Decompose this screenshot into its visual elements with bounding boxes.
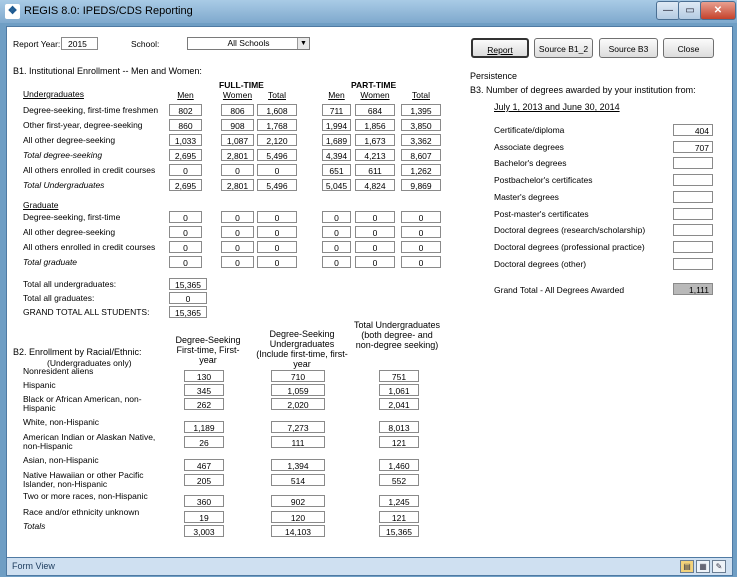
b3-row-label: Post-master's certificates <box>494 208 589 219</box>
b2-cell[interactable]: 15,365 <box>379 525 419 537</box>
grad_rows-cell[interactable]: 0 <box>355 211 395 223</box>
grad_rows-cell[interactable]: 0 <box>355 226 395 238</box>
b2-cell[interactable]: 467 <box>184 459 224 471</box>
part-time-header: PART-TIME <box>351 80 397 90</box>
b3-row-label: Doctoral degrees (professional practice) <box>494 241 645 252</box>
total-label: GRAND TOTAL ALL STUDENTS: <box>23 307 150 317</box>
ug_rows-cell[interactable]: 4,213 <box>355 149 395 161</box>
grad_rows-cell[interactable]: 0 <box>401 241 441 253</box>
b2-row-label: American Indian or Alaskan Native, non-Hispanic <box>23 432 156 451</box>
grad_rows-cell[interactable]: 0 <box>401 226 441 238</box>
b3-value-input[interactable]: 707 <box>673 141 713 153</box>
b2-cell[interactable]: 205 <box>184 474 224 486</box>
grad_rows-row-label: Degree-seeking, first-time <box>23 212 121 222</box>
persistence-label: Persistence <box>470 71 518 81</box>
total-value[interactable]: 15,365 <box>169 278 207 290</box>
ug_rows-cell[interactable]: 1,033 <box>169 134 202 146</box>
b3-value-input[interactable] <box>673 258 713 270</box>
ug_rows-cell[interactable]: 0 <box>257 164 297 176</box>
ug_rows-cell[interactable]: 684 <box>355 104 395 116</box>
ug_rows-cell[interactable]: 2,801 <box>221 149 254 161</box>
grad_rows-cell[interactable]: 0 <box>221 256 254 268</box>
b3-grand-total-label: Grand Total - All Degrees Awarded <box>494 285 625 295</box>
b2-cell[interactable]: 3,003 <box>184 525 224 537</box>
b2-cell[interactable]: 345 <box>184 384 224 396</box>
b2-cell[interactable]: 2,041 <box>379 398 419 410</box>
ug_rows-cell[interactable]: 1,673 <box>355 134 395 146</box>
grad_rows-cell[interactable]: 0 <box>401 211 441 223</box>
b1-col-men-pt: Men <box>328 90 345 100</box>
grad_rows-cell[interactable]: 0 <box>169 256 202 268</box>
ug_rows-row-label: Other first-year, degree-seeking <box>23 120 143 130</box>
grad_rows-cell[interactable]: 0 <box>221 226 254 238</box>
b2-row-label: Asian, non-Hispanic <box>23 455 99 465</box>
b1-title: B1. Institutional Enrollment -- Men and Women: <box>13 66 202 76</box>
b2-cell[interactable]: 8,013 <box>379 421 419 433</box>
full-time-header: FULL-TIME <box>219 80 264 90</box>
b3-value-input[interactable] <box>673 241 713 253</box>
b2-row-label: Two or more races, non-Hispanic <box>23 491 148 501</box>
b2-col2-header: Degree-Seeking Undergraduates (Include first-time, first-year <box>256 329 348 369</box>
grad_rows-cell[interactable]: 0 <box>322 211 351 223</box>
total-label: Total all undergraduates: <box>23 279 117 289</box>
ug_rows-row-label: All other degree-seeking <box>23 135 116 145</box>
ug_rows-cell[interactable]: 1,395 <box>401 104 441 116</box>
b2-cell[interactable]: 2,020 <box>271 398 325 410</box>
b3-value-input[interactable] <box>673 174 713 186</box>
b3-grand-total-value: 1,111 <box>673 283 713 295</box>
b1-col-total-ft: Total <box>268 90 286 100</box>
b3-title: B3. Number of degrees awarded by your institution from: <box>470 85 696 95</box>
status-label: Form View <box>12 561 55 571</box>
b2-col3-header: Total Undergraduates (both degree- and non-degree seeking) <box>353 320 441 350</box>
graduate-header: Graduate <box>23 200 59 210</box>
b2-cell[interactable]: 1,059 <box>271 384 325 396</box>
b2-cell[interactable]: 902 <box>271 495 325 507</box>
ug_rows-cell[interactable]: 1,856 <box>355 119 395 131</box>
report-year-input[interactable]: 2015 <box>61 37 98 50</box>
ug_rows-cell[interactable]: 1,087 <box>221 134 254 146</box>
ug_rows-cell[interactable]: 860 <box>169 119 202 131</box>
b2-cell[interactable]: 514 <box>271 474 325 486</box>
window-close-button[interactable]: ✕ <box>700 1 736 20</box>
b3-row-label: Master's degrees <box>494 191 559 202</box>
ug_rows-cell[interactable]: 4,394 <box>322 149 351 161</box>
b3-value-input[interactable] <box>673 208 713 220</box>
ug_rows-row-label: Degree-seeking, first-time freshmen <box>23 105 159 115</box>
b2-cell[interactable]: 1,394 <box>271 459 325 471</box>
status-bar <box>6 557 733 576</box>
b2-cell[interactable]: 130 <box>184 370 224 382</box>
chevron-down-icon[interactable]: ▼ <box>297 38 309 49</box>
b2-title: B2. Enrollment by Racial/Ethnic: <box>13 347 142 357</box>
b3-value-input[interactable] <box>673 157 713 169</box>
b1-col-men-ft: Men <box>177 90 194 100</box>
undergraduates-header: Undergraduates <box>23 89 84 99</box>
ug_rows-cell[interactable]: 5,496 <box>257 149 297 161</box>
grad_rows-row-label: All other degree-seeking <box>23 227 116 237</box>
report-year-label: Report Year: <box>13 39 61 49</box>
grad_rows-cell[interactable]: 0 <box>257 241 297 253</box>
b1-col-total-pt: Total <box>412 90 430 100</box>
b2-cell[interactable]: 7,273 <box>271 421 325 433</box>
b2-row-label: Native Hawaiian or other Pacific Islander, non-Hispanic <box>23 470 144 489</box>
ug_rows-cell[interactable]: 5,496 <box>257 179 297 191</box>
grad_rows-cell[interactable]: 0 <box>401 256 441 268</box>
b2-row-label: White, non-Hispanic <box>23 417 100 427</box>
b2-cell[interactable]: 360 <box>184 495 224 507</box>
ug_rows-cell[interactable]: 2,801 <box>221 179 254 191</box>
b2-cell[interactable]: 710 <box>271 370 325 382</box>
form-client-area <box>6 26 733 559</box>
b3-value-input[interactable]: 404 <box>673 124 713 136</box>
grad_rows-cell[interactable]: 0 <box>257 256 297 268</box>
b2-cell[interactable]: 111 <box>271 436 325 448</box>
grad_rows-cell[interactable]: 0 <box>169 226 202 238</box>
ug_rows-cell[interactable]: 806 <box>221 104 254 116</box>
app-logo-icon: ❖ <box>5 4 20 19</box>
total-label: Total all graduates: <box>23 293 95 303</box>
b2-cell[interactable]: 552 <box>379 474 419 486</box>
ug_rows-cell[interactable]: 8,607 <box>401 149 441 161</box>
b3-row-label: Doctoral degrees (other) <box>494 258 587 269</box>
ug_rows-cell[interactable]: 802 <box>169 104 202 116</box>
grad_rows-cell[interactable]: 0 <box>322 256 351 268</box>
grad_rows-cell[interactable]: 0 <box>221 211 254 223</box>
b1-col-women-pt: Women <box>360 90 390 100</box>
b2-cell[interactable]: 14,103 <box>271 525 325 537</box>
ug_rows-cell[interactable]: 711 <box>322 104 351 116</box>
maximize-button[interactable]: ▭ <box>678 1 702 20</box>
b3-row-label: Doctoral degrees (research/scholarship) <box>494 225 646 236</box>
b2-cell[interactable]: 1,460 <box>379 459 419 471</box>
grad_rows-cell[interactable]: 0 <box>257 226 297 238</box>
b2-cell[interactable]: 1,245 <box>379 495 419 507</box>
window-title: REGIS 8.0: IPEDS/CDS Reporting <box>24 5 193 17</box>
ug_rows-cell[interactable]: 908 <box>221 119 254 131</box>
school-select-value: All Schools <box>227 38 270 48</box>
datasheet-view-icon[interactable]: ▦ <box>696 560 710 573</box>
ug_rows-cell[interactable]: 611 <box>355 164 395 176</box>
ug_rows-cell[interactable]: 1,768 <box>257 119 297 131</box>
b2-cell[interactable]: 1,061 <box>379 384 419 396</box>
grad_rows-cell[interactable]: 0 <box>355 256 395 268</box>
ug_rows-row-label: Total degree-seeking <box>23 150 103 160</box>
ug_rows-cell[interactable]: 5,045 <box>322 179 351 191</box>
b3-row-label: Bachelor's degrees <box>494 158 567 169</box>
b3-value-input[interactable] <box>673 191 713 203</box>
b3-row-label: Postbachelor's certificates <box>494 175 593 186</box>
ug_rows-row-label: All others enrolled in credit courses <box>23 165 156 175</box>
report-button[interactable] <box>471 38 529 58</box>
ug_rows-cell[interactable]: 2,695 <box>169 179 202 191</box>
grad_rows-cell[interactable]: 0 <box>355 241 395 253</box>
minimize-button[interactable]: — <box>656 1 680 20</box>
b2-col1-header: Degree-Seeking First-time, First-year <box>175 335 241 365</box>
grad_rows-row-label: All others enrolled in credit courses <box>23 242 156 252</box>
report-button-label: Report <box>487 45 513 55</box>
b3-period: July 1, 2013 and June 30, 2014 <box>494 102 620 112</box>
b3-row-label: Associate degrees <box>494 141 564 152</box>
grad_rows-row-label: Total graduate <box>23 257 78 267</box>
b3-row-label: Certificate/diploma <box>494 125 565 135</box>
grad_rows-cell[interactable]: 0 <box>169 241 202 253</box>
b2-cell[interactable]: 19 <box>184 511 224 523</box>
ug_rows-cell[interactable]: 9,869 <box>401 179 441 191</box>
b2-cell[interactable]: 26 <box>184 436 224 448</box>
b2-cell[interactable]: 1,189 <box>184 421 224 433</box>
b1-col-women-ft: Women <box>222 90 253 100</box>
b2-subtitle: (Undergraduates only) <box>47 358 132 368</box>
b2-row-label: Race and/or ethnicity unknown <box>23 507 140 517</box>
ug_rows-cell[interactable]: 0 <box>221 164 254 176</box>
grad_rows-cell[interactable]: 0 <box>221 241 254 253</box>
total-value[interactable]: 15,365 <box>169 306 207 318</box>
school-label: School: <box>131 39 160 49</box>
grad_rows-cell[interactable]: 0 <box>169 211 202 223</box>
ug_rows-cell[interactable]: 2,695 <box>169 149 202 161</box>
b2-cell[interactable]: 121 <box>379 436 419 448</box>
grad_rows-cell[interactable]: 0 <box>322 241 351 253</box>
source-b3-button[interactable]: Source B3 <box>599 38 658 58</box>
b2-row-label: Nonresident aliens <box>23 366 94 376</box>
ug_rows-cell[interactable]: 1,608 <box>257 104 297 116</box>
b2-row-label: Totals <box>23 521 46 531</box>
b2-cell[interactable]: 121 <box>379 511 419 523</box>
b2-row-label: Hispanic <box>23 380 56 390</box>
grad_rows-cell[interactable]: 0 <box>257 211 297 223</box>
ug_rows-cell[interactable]: 2,120 <box>257 134 297 146</box>
total-value[interactable]: 0 <box>169 292 207 304</box>
b2-cell[interactable]: 262 <box>184 398 224 410</box>
ug_rows-cell[interactable]: 3,850 <box>401 119 441 131</box>
ug_rows-cell[interactable]: 4,824 <box>355 179 395 191</box>
b3-value-input[interactable] <box>673 224 713 236</box>
title-bar[interactable] <box>0 0 737 23</box>
grad_rows-cell[interactable]: 0 <box>322 226 351 238</box>
ug_rows-cell[interactable]: 3,362 <box>401 134 441 146</box>
ug_rows-cell[interactable]: 1,689 <box>322 134 351 146</box>
b2-cell[interactable]: 751 <box>379 370 419 382</box>
design-view-icon[interactable]: ✎ <box>712 560 726 573</box>
form-view-icon[interactable]: ▤ <box>680 560 694 573</box>
ug_rows-cell[interactable]: 1,994 <box>322 119 351 131</box>
b2-cell[interactable]: 120 <box>271 511 325 523</box>
school-select[interactable] <box>187 37 310 50</box>
ug_rows-cell[interactable]: 1,262 <box>401 164 441 176</box>
ug_rows-cell[interactable]: 0 <box>169 164 202 176</box>
ug_rows-row-label: Total Undergraduates <box>23 180 105 190</box>
ug_rows-cell[interactable]: 651 <box>322 164 351 176</box>
source-b1-2-button[interactable]: Source B1_2 <box>534 38 593 58</box>
close-button[interactable]: Close <box>663 38 714 58</box>
b2-row-label: Black or African American, non-Hispanic <box>23 394 142 413</box>
